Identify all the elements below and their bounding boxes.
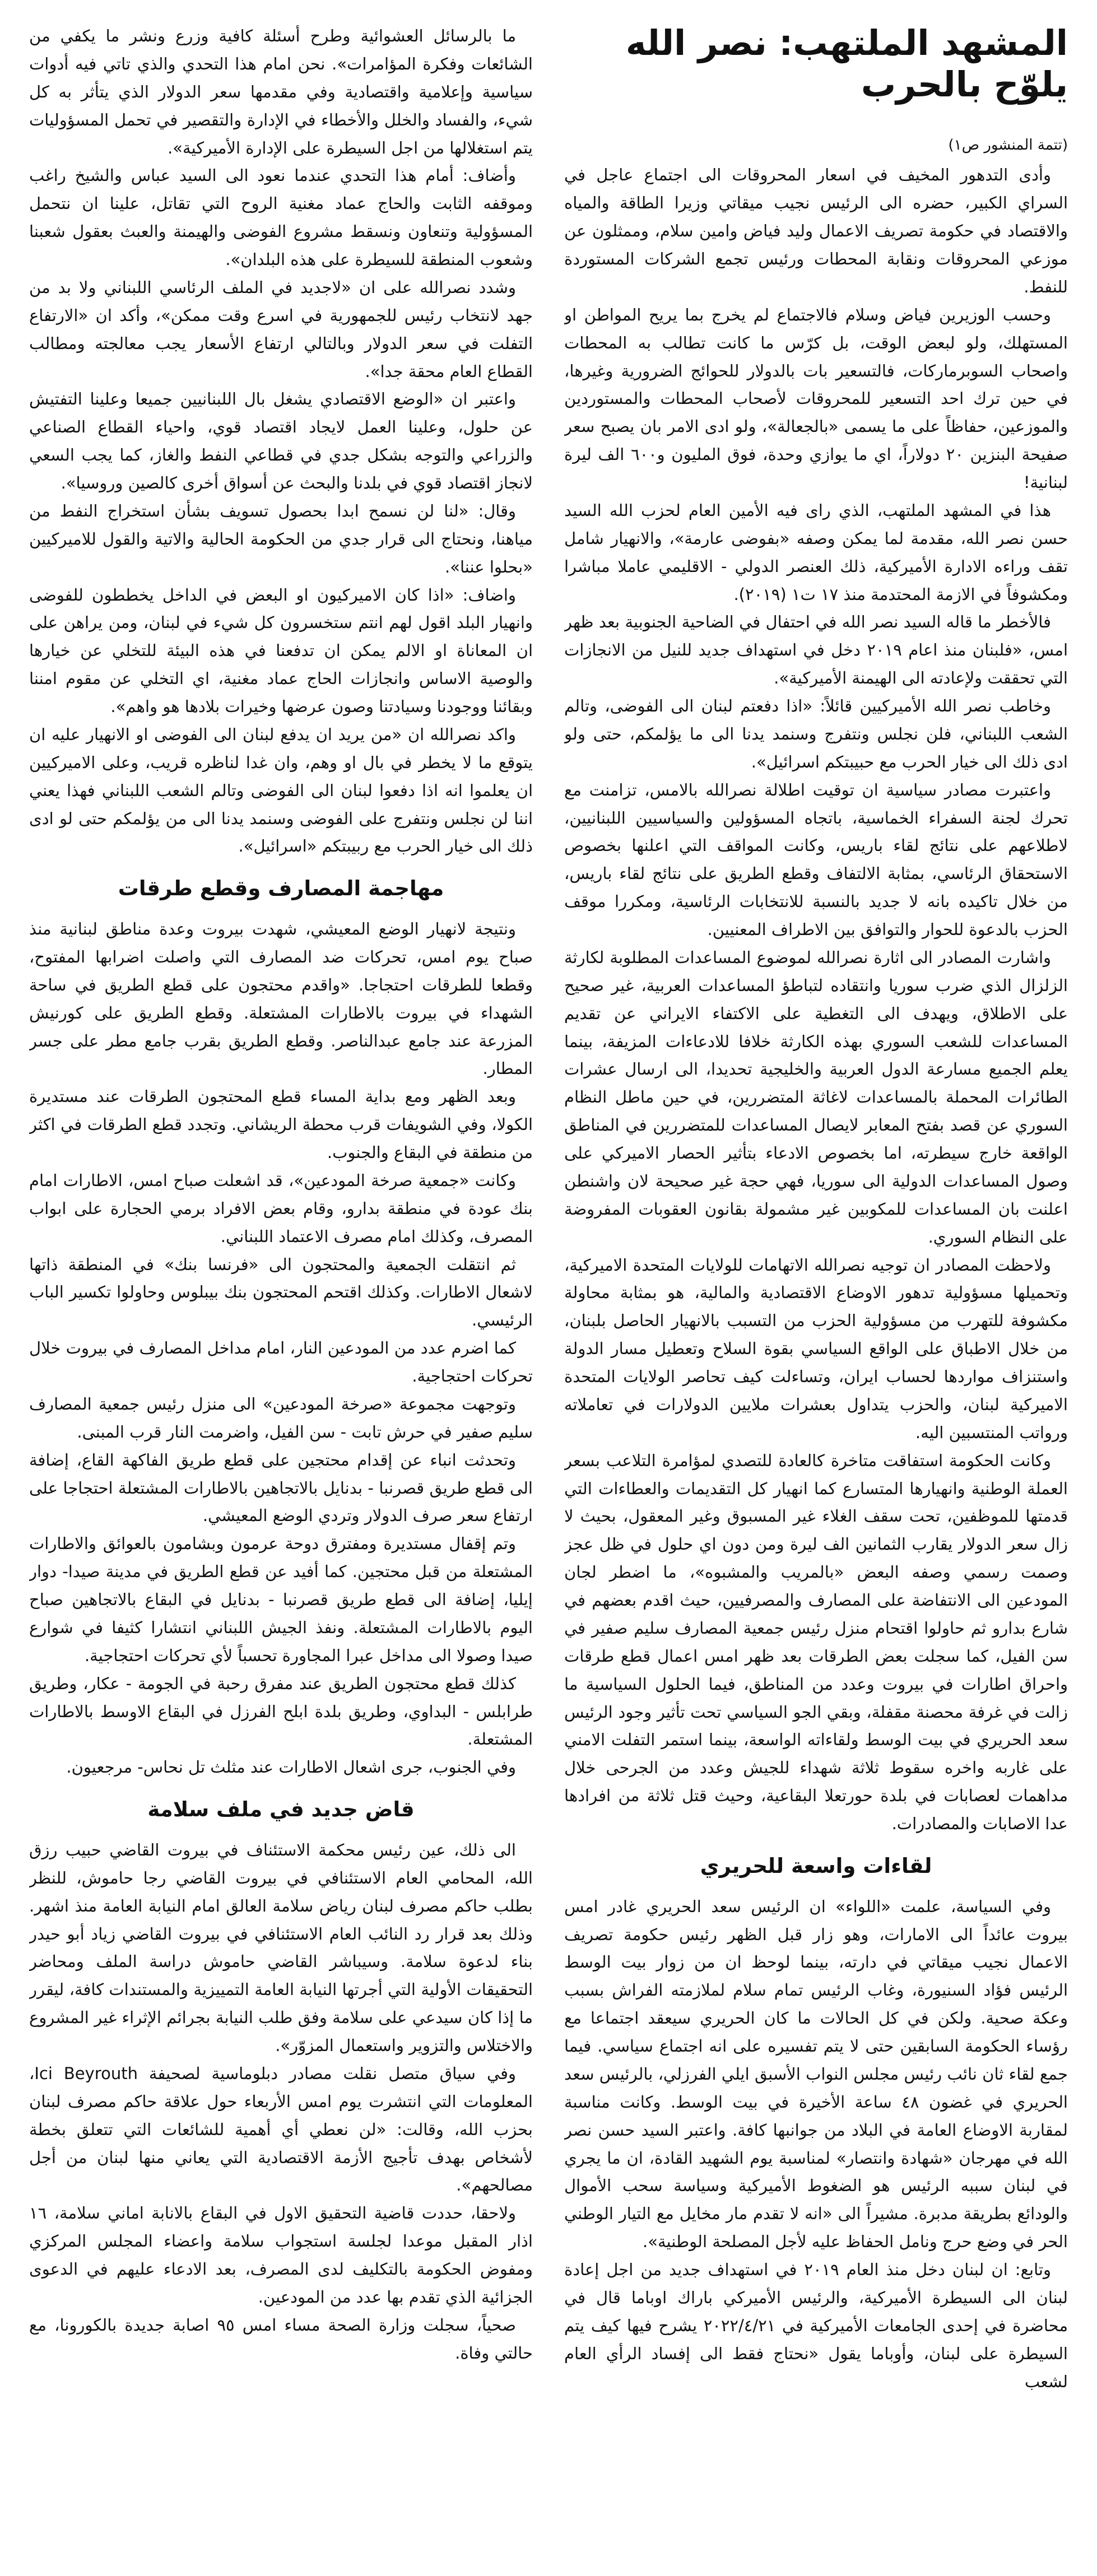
article-paragraph: ونتيجة لانهيار الوضع المعيشي، شهدت بيروت وعدة مناطق لبنانية منذ صباح يوم امس، تحركات ضد المصارف التي واصلت اضرابها المفتوح، وقطعا للطرقات احتجاجا. «واقدم محتجون على قطع الطريق في ساحة الشهداء في بيروت بالاطارات المشتعلة. وقطع الطريق على كورنيش المزرعة عند جامع عبدالناصر. وقطع الطريق بقرب جامع مطر على جسر المطار. [29,919,533,1078]
left-column [29,22,533,2559]
article-paragraph: فالأخطر ما قاله السيد نصر الله في احتفال في الضاحية الجنوبية بعد ظهر امس، «فلبنان منذ اعام ٢٠١٩ دخل في استهداف جديد للنيل من الانجازات التي تحققت ولإعادته الى الهيمنة الأميركية». [564,612,1068,688]
article-paragraph: وفي الجنوب، جرى اشعال الاطارات عند مثلث تل نحاس- مرجعيون. [66,1757,516,1777]
article-paragraph: وكانت الحكومة استفاقت متاخرة كالعادة للتصدي لمؤامرة التلاعب بسعر العملة الوطنية وانهيارها المتسارع كما انهيار كل التقديمات والعطاءات التي قدمتها للموظفين، تحت سقف الغلاء غير المسبوق وغير المعقول، بحيث لا زال سعر الدولار يقارب الثمانين الف ليرة ومن دون اي حلول في ظل عجز وصمت رسمي وصفه البعض «بالمريب والمشبوه»، ما اضطر لجان المودعين الى الانتفاضة على المصارف والمصرفيين، حيث اقدم بعضهم في شارع بدارو ثم حاولوا اقتحام منزل رئيس جمعية المصارف سليم صفير في سن الفيل، كما سجلت بعض الطرقات بعد ظهر امس اعمال قطع طرقات واحراق اطارات في بيروت وعدد من المناطق، فيما الحلول السياسية ما زالت في غرفة محصنة مقفلة، وبقي الجو السياسي تحت تأثير وجود الرئيس سعد الحريري في بيت الوسط ولقاءاته الواسعة، بينما استمر التفلت الامني على غاربه واخره سقوط ثلاثة شهداء للجيش وعدد من الجرحى خلال مداهمات لعصابات في بلدة حورتعلا البقاعية، وحيث قتل ثلاثة من افرادها عدا الاصابات والمصادرات. [564,1450,1068,1833]
article-paragraph: صحياً، سجلت وزارة الصحة مساء امس ٩٥ اصابة جديدة بالكورونا، مع حالتي وفاة. [29,2315,533,2363]
article-paragraph: وتابع: ان لبنان دخل منذ العام ٢٠١٩ في استهداف جديد من اجل إعادة لبنان الى السيطرة الأميركية، والرئيس الأميركي باراك اوباما قال في محاضرة في إحدى الجامعات الأميركية في ٢٠٢٢/٤/٢١ يشرح فيها كيف يتم السيطرة على لبنان، وأوباما يقول «نحتاج فقط الى إفساد الرأي العام لشعب [564,2260,1068,2391]
article-paragraph: واكد نصرالله ان «من يريد ان يدفع لبنان الى الفوضى او الانهيار عليه ان يتوقع ما لا يخطر في بال او وهم، وان غدا لناظره قريب، وعلى الاميركيين ان يعلموا انه اذا دفعوا لبنان الى الفوضى وتالم الشعب اللبناني فهذا يعني اننا لن نجلس ونتفرج على الفوضى وسنمد يدنا الى من يؤلمكم حتى لو ادى ذلك الى خيار الحرب مع ربيبتكم «اسرائيل». [29,724,533,856]
section-subheading: مهاجمة المصارف وقطع طرقات [118,876,444,901]
article-paragraph: وقال: «لنا لن نسمح ابدا بحصول تسويف بشأن استخراج النفط من مياهنا، ونحتاج الى قرار جدي من الحكومة الحالية والاتية والقول للاميركيين «بحلوا عننا». [29,501,533,576]
article-paragraph: وكانت «جمعية صرخة المودعين»، قد اشعلت صباح امس، الاطارات امام بنك عودة في منطقة بدارو، وقام بعض الافراد برمي الحجارة على ابواب المصرف، وكذلك امام مصرف الاعتماد اللبناني. [29,1170,533,1246]
article-headline: المشهد الملتهب: نصر الله يلوّح بالحرب [625,22,1068,105]
article-paragraph: ولاحظت المصادر ان توجيه نصرالله الاتهامات للولايات المتحدة الاميركية، وتحميلها مسؤولية تدهور الاوضاع الاقتصادية والمالية، هو بمثابة محاولة مكشوفة للتهرب من مسؤولية الحزب من التسبب بالانهيار الحاصل بلبنان، من خلال الاطباق على الواقع السياسي بقوة السلاح وتعطيل مسار الدولة واستنزاف مواردها لحساب ايران، وتساءلت كيف تحاصر الولايات المتحدة الاميركية لبنان، والحزب يتداول بعشرات ملايين الدولارات في تعاملاته ورواتب المنتسبين اليه. [564,1255,1068,1442]
article-paragraph: وتم إقفال مستديرة ومفترق دوحة عرمون وبشامون بالعوائق والاطارات المشتعلة من قبل محتجين. كما أفيد عن قطع الطريق في مدينة صيدا- دوار إيليا، إضافة الى قطع طريق قصرنبا - بدنايل في البقاع بالاتجاهين صباح اليوم بالاطارات المشتعلة. ونفذ الجيش اللبناني انتشارا كثيفا في شوارع صيدا وصولا الى مداخل عبرا المجاورة تحسباً لأي تحركات احتجاجية. [29,1534,533,1665]
article-paragraph: وأضاف: أمام هذا التحدي عندما نعود الى السيد عباس والشيخ راغب وموقفه الثابت والحاج عماد مغنية الروح التي تقاتل، علينا ان نتحمل المسؤولية وتنعاون ونسقط مشروع الفوضى والهيمنة والعبث بعقول شعبنا وشعوب المنطقة للسيطرة على هذه البلدان». [29,166,533,269]
article-paragraph: وخاطب نصر الله الأميركيين قائلاً: «اذا دفعتم لبنان الى الفوضى، وتالم الشعب اللبناني، فلن نجلس ونتفرج وسنمد يدنا الى ما يؤلمكم، حتى ولو ادى ذلك الى خيار الحرب مع حبيبتكم اسرائيل». [564,696,1068,771]
article-paragraph: وتوجهت مجموعة «صرخة المودعين» الى منزل رئيس جمعية المصارف سليم صفير في حرش تابت - سن الفيل، واضرمت النار قرب المبنى. [29,1394,533,1442]
article-paragraph: وشدد نصرالله على ان «لاجديد في الملف الرئاسي اللبناني ولا بد من جهد لانتخاب رئيس للجمهورية في اسرع وقت ممكن»، وأكد ان «الارتفاع التفلت في سعر الدولار وبالتالي ارتفاع الأسعار يجب معالجته ومطالب القطاع العام محقة جدا». [29,277,533,381]
article-paragraph: وبعد الظهر ومع بداية المساء قطع المحتجون الطرقات عند مستديرة الكولا، وفي الشويفات قرب محطة الريشاني. وتجدد قطع الطرقات في اكثر من منطقة في البقاع والجنوب. [29,1087,533,1163]
article-paragraph: الى ذلك، عين رئيس محكمة الاستئناف في بيروت القاضي حبيب رزق الله، المحامي العام الاستئنافي في بيروت القاضي رجا حاموش، للنظر بطلب حاكم مصرف لبنان رياض سلامة العالق امام النيابة العامة منذ اشهر. وذلك بعد قرار رد النائب العام الاستئنافي في بيروت القاضي زياد أبو حيدر بناء لدعوة سلامة. وسيباشر القاضي حاموش دراسة الملف ومحاضر التحقيقات الأولية التي أجرتها النيابة العامة التمييزية والمستندات كافة، ليقرر ما إذا كان سيدعي على سلامة وفق طلب النيابة بجرائم الإثراء غير المشروع والاختلاس والتزوير واستعمال المزوّر». [29,1840,533,2056]
article-paragraph: هذا في المشهد الملتهب، الذي راى فيه الأمين العام لحزب الله السيد حسن نصر الله، مقدمة لما يمكن وصفه «بفوضى عارمة»، والانهيار شامل تقف وراءه الادارة الأميركية، ذلك العنصر الدولي - الاقليمي عاملا مباشرا ومكشوفاً في الازمة المحتدمة منذ ١٧ ت١ (٢٠١٩). [564,500,1068,604]
right-column [564,22,1068,2559]
section-subheading: لقاءات واسعة للحريري [700,1853,932,1878]
article-paragraph: كما اضرم عدد من المودعين النار، امام مداخل المصارف في بيروت خلال تحركات احتجاجية. [29,1338,533,1386]
article-paragraph: واعتبر ان «الوضع الاقتصادي يشغل بال اللبنانيين جميعا وعلينا التفتيش عن حلول، وعلينا العمل لايجاد اقتصاد قوي، واحياء القطاع الصناعي والزراعي والتوجه بشكل جدي في قطاعي النفط والغاز، كما يجب السعي لانجاز اقتصاد قوي في بلدنا والبحث عن أسواق أخرى كالصين وروسيا». [29,389,533,492]
article-paragraph: وأدى التدهور المخيف في اسعار المحروقات الى اجتماع عاجل في السراي الكبير، حضره الى الرئيس نجيب ميقاتي وزيرا الطاقة والمياه والاقتصاد في حكومة تصريف الاعمال وليد فياض وامين سلام، وممثلون عن موزعي المحروقات ونقابة المحطات ورئيس تجمع الشركات المستوردة للنفط. [564,165,1068,296]
article-paragraph: ثم انتقلت الجمعية والمحتجون الى «فرنسا بنك» في المنطقة ذاتها لاشعال الاطارات. وكذلك اقتحم المحتجون بنك بيبلوس وحاولوا تكسير الباب الرئيسي. [29,1254,533,1330]
article-paragraph: واشارت المصادر الى اثارة نصرالله لموضوع المساعدات المطلوبة لكارثة الزلزال الذي ضرب سوريا وانتقاده لتباطؤ المساعدات العربية، غير صحيح على الاطلاق، ويهدف الى التغطية على الاكتفاء الايراني عن تقديم المساعدات للشعب السوري بهذه الكارثة خلافا للادعاءات المزيفة، بينما يعلم الجميع مسارعة الدول العربية والخليجية تحديدا، الى ارسال عشرات الطائرات المحملة بالمساعدات لاغاثة المتضررين، في حين ماطل النظام السوري عن قصد بفتح المعابر لايصال المساعدات للمتضررين في المناطق الواقعة خارج سيطرته، اما بخصوص الادعاء بتأثير الحصار الاميركي على وصول المساعدات الدولية الى سوريا، فهي حجة غير صحيحة لان واشنطن اعلنت بان المساعدات للمكوبين غير مشمولة بقانون العقوبات المفروضة على النظام السوري. [564,947,1068,1247]
continuation-note: (تتمة المنشور ص١) [948,136,1068,154]
article-paragraph: وتحدثت انباء عن إقدام محتجين على قطع طريق الفاكهة القاع، إضافة الى قطع طريق قصرنبا - بدنايل بالاتجاهين بالاطارات المشتعلة احتجاجا على ارتفاع سعر صرف الدولار وتردي الوضع المعيشي. [29,1450,533,1526]
article-paragraph: وفي سياق متصل نقلت مصادر دبلوماسية لصحيفة Ici Beyrouth، المعلومات التي انتشرت يوم امس الأربعاء حول علاقة حاكم مصرف لبنان بحزب الله، وقالت: «لن نعطي أي أهمية للشائعات التي تتعلق بخطة لأشخاص بهدف تأجيج الأزمة الاقتصادية التي يعاني منها لبنان من أجل مصالحهم». [29,2063,533,2195]
article-paragraph: واعتبرت مصادر سياسية ان توقيت اطلالة نصرالله بالامس، تزامنت مع تحرك لجنة السفراء الخماسية، باتجاه المسؤولين والسياسيين اللبنانيين، لاطلاعهم على نتائج لقاء باريس، وكانت المواقف التي اعلنها بخصوص الاستحقاق الرئاسي، بمثابة الالتفاف وقطع الطريق على نتائج لقاء باريس، من خلال تاكيده بانه لا جديد بالنسبة للانتخابات الرئاسية، ومكررا موقف الحزب بالدعوة للحوار والتوافق بين الاطراف المعنيين. [564,780,1068,939]
article-paragraph: كذلك قطع محتجون الطريق عند مفرق رحبة في الجومة - عكار، وطريق طرابلس - البداوي، وطريق بلدة ابلح الفرزل في البقاع الاوسط بالاطارات المشتعلة. [29,1673,533,1749]
article-paragraph: ولاحقا، حددت قاضية التحقيق الاول في البقاع بالانابة اماني سلامة، ١٦ اذار المقبل موعدا لجلسة استجواب سلامة واعضاء المجلس المركزي ومفوض الحكومة بالتكليف لدى المصرف، بعد الادعاء عليهم في الدعوى الجزائية الذي تقدم بها عدد من المودعين. [29,2203,533,2307]
article-paragraph: وفي السياسة، علمت «اللواء» ان الرئيس سعد الحريري غادر امس بيروت عائداً الى الامارات، وهو زار قبل الظهر رئيس حكومة تصريف الاعمال نجيب ميقاتي في دارته، بينما لوحظ ان من زوار بيت الوسط الرئيس فؤاد السنيورة، وغاب الرئيس تمام سلام لملازمته الفراش بسبب وعكة صحية. ولكن في كل الحالات ما كان الحريري سيعقد اجتماعا مع رؤساء الحكومة السابقين حتى لا يتم تفسيره على انه اجتماع سياسي. فيما جمع لقاء ثان نائب رئيس مجلس النواب الأسبق ايلي الفرزلي، بالرئيس سعد الحريري في غضون ٤٨ ساعة الأخيرة في بيت الوسط. وكانت مناسبة لمقاربة الاوضاع العامة في البلاد من جوانبها كافة. واعتبر السيد حسن نصر الله في مهرجان «شهادة وانتصار» لمناسبة يوم الشهيد القادة، ان ما يجري في لبنان سببه الرئيس هو الضغوط الأميركية وسياسة سحب الأموال والودائع بطريقة مدبرة. مشيراً الى «انه لا تقدم مار مخايل مع التيار الوطني الحر في وضع حرج ونامل الحفاظ عليه لأجل المصلحة الوطنية». [564,1896,1068,2252]
section-subheading: قاض جديد في ملف سلامة [147,1797,415,1822]
article-paragraph: ما بالرسائل العشوائية وطرح أسئلة كافية وزرع ونشر ما يكفي من الشائعات وفكرة المؤامرات». نحن امام هذا التحدي والذي تاتي فيه أدوات سياسية وإعلامية واقتصادية وفي مقدمها سعر الدولار الذي يتأثر به كل شيء، والفساد والخلل والأخطاء في الإدارة والتقصير في تحمل المسؤوليات يتم استغلالها من اجل السيطرة على الإدارة الأميركية». [29,26,533,157]
article-paragraph: واضاف: «اذا كان الاميركيون او البعض في الداخل يخططون للفوضى وانهيار البلد اقول لهم انتم ستخسرون كل شيء في لبنان، ومن يراهن على ان المعاناة او الالم يمكن ان تدفعنا في هذه البيئة للتخلي عن خيارها والوصية الاساس وانجازات الحاج عماد مغنية، اي التخلي عن مقوم امننا وبقائنا ووجودنا وسيادتنا وصون عرضها وخيرات بلادها هو واهم». [29,585,533,716]
article-paragraph: وحسب الوزيرين فياض وسلام فالاجتماع لم يخرج بما يريح المواطن او المستهلك، ولو لبعض الوقت، بل كرّس ما كانت تطالب به المحطات واصحاب السوبرماركات، فالتسعير بات بالدولار للحوائج الضرورية وغيرها، في حين ترك احد التسعير للمحروقات لأصحاب المحطات والمستوردين والموزعين، حفاظاً على ما يسمى «بالجعالة»، ولو ادى الامر بان يصبح سعر صفيحة البنزين ٢٠ دولاراً، اي ما يوازي وحدة، فوق المليون و٦٠٠ الف ليرة لبنانية! [564,305,1068,492]
